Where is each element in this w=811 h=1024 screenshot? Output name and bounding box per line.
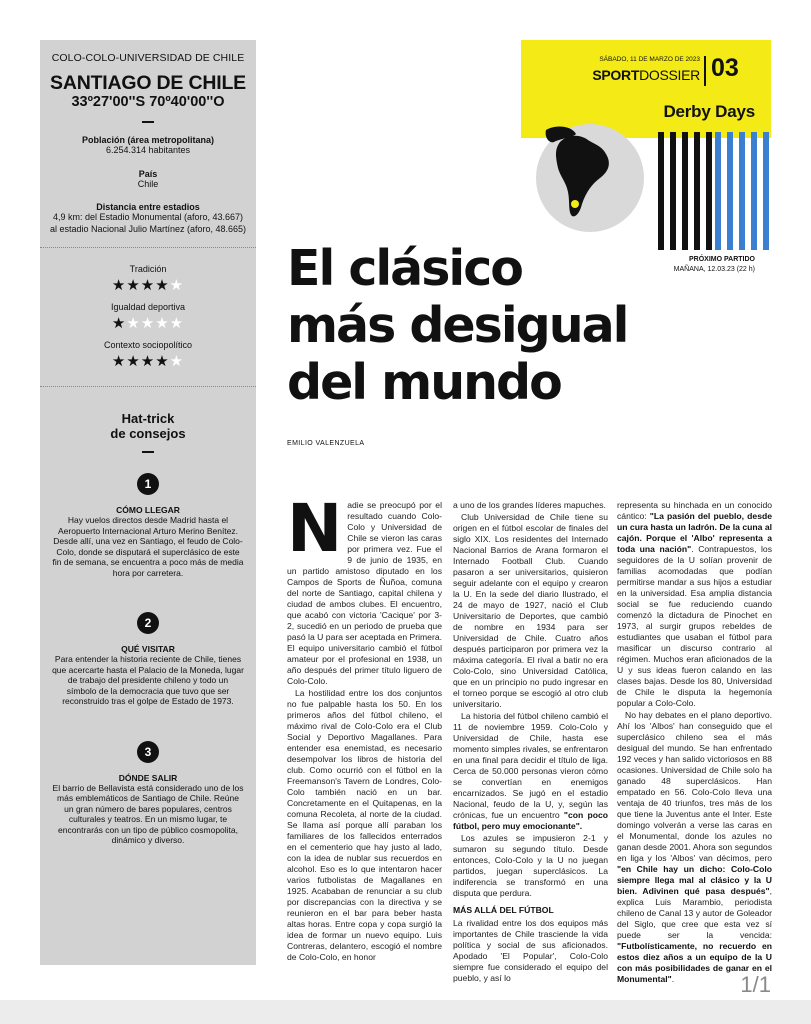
star-filled-icon: ★	[111, 315, 127, 332]
country-label: País	[138, 168, 158, 179]
star-empty-icon: ★	[140, 315, 156, 332]
star-rating-tradicion	[40, 276, 256, 296]
paragraph: adie se preocupó por el resultado cuando Colo-Colo y Universidad de Chile se vieron las caras por primera vez. Fue el 9 de junio de 1935, en un partido amistoso diputado en los Campos de Sports de Ñuñoa, comuna del norte de Santiago, capital chilena y ciudad de ambos clubes. El encuentro, que acabó con victoria 'Cacique' por 3-2, sucedió en un periodo de prueba que pasó la U para ser aceptada en Primera. El equipo universitario cambió el fútbol amateur por el profesional en 1938, un año después del primer título liguero de Colo-Colo.	[287, 500, 442, 686]
star-filled-icon: ★	[126, 353, 141, 370]
paragraph-text: , explica Luis Marambio, periodista chileno de Canal 13 y autor de Goleador del Siglo, que cree que esta vez sí puede ser la vencida:	[617, 886, 772, 940]
paragraph-text: . Contrapuestos, los seguidores de la U solían provenir de familias acomodadas que podían permitirse mandar a sus hijos a estudiar en la universidad. Esa amplia distancia social se fue reduciendo cuando comenzó la dictadura de Pinochet en 1973, al surgir grupos rebeldes de estudiantes que usaban el fútbol para masificar un discurso contrario al régimen. Muchos eran aficionados de la U y sus ideas fueron calando en las clases bajas. Desde los 80, Universidad de Chile le disputa la hegemonía popular a Colo-Colo.	[617, 544, 772, 708]
badge-divider	[704, 56, 706, 86]
paragraph: Los azules se impusieron 2-1 y sumaron su segundo título. Desde entonces, Colo-Colo y la U no juegan partidos, juegan superclásicos. La indiferencia se transformó en una disputa que perdura.	[453, 833, 608, 898]
article-column-2	[453, 500, 608, 985]
star-rating-igualdad	[40, 314, 256, 334]
population-label: Población (área metropolitana)	[81, 135, 215, 145]
star-filled-icon: ★	[140, 277, 156, 294]
tip-text: Hay vuelos directos desde Madrid hasta el Aeropuerto Internacional Arturo Merino Benítez. Desde allí, una vez en Santiago, el feudo de Colo-Colo, donde se disputará el superclásico de este fin de semana, se encuentra a poco más de media hora por carretera.	[52, 515, 244, 578]
tips-section	[40, 387, 256, 846]
paragraph-text: representa su hinchada en un conocido cántico:	[617, 500, 772, 521]
info-sidebar	[40, 40, 256, 965]
title-line-2: más desigual	[287, 297, 628, 354]
tip-title: DÓNDE SALIR	[118, 772, 178, 783]
publication-brand	[592, 67, 700, 83]
paragraph-text: No hay debates en el plano deportivo. Ahí los 'Albos' han conseguido que el superclásico chileno sea el más desigual del mundo. Se han enfrentado 192 veces y han salido victoriosos en 88 ocasiones. Universidad de Chile solo ha ganado 48 superclásicos. Han empatado en 56. Colo-Colo lleva una ventaja de 40 triunfos, tres más de los que tiene la Juventus ante el Inter. Este domingo volverán a verse las caras en el Monumental, donde los azules no ganan desde 2001. Ahora son segundos en liga y los 'Albos' van décimos, pero	[617, 710, 772, 863]
star-filled-icon: ★	[140, 353, 156, 370]
star-filled-icon: ★	[155, 277, 170, 294]
next-match-label: PRÓXIMO PARTIDO	[689, 256, 755, 263]
paragraph-text: La historia del fútbol chileno cambió el 11 de noviembre 1959. Colo-Colo y Universidad de Chile, hasta ese momento simples rivales, se enfrentaron en una final para decidir el título de liga. Cerca de 50.000 personas vieron cómo se convertían en enemigos encarnizados. Se jugó en el estadio Nacional, feudo de la U, y, según las crónicas, fue un encuentro	[453, 711, 608, 820]
tip-number-badge: 1	[137, 473, 159, 495]
star-empty-icon: ★	[126, 315, 141, 332]
brand-bold: SPORT	[592, 67, 640, 83]
distance-value-2: al estadio Nacional Julio Martínez (aforo, 48.665)	[49, 223, 247, 234]
distance-label: Distancia entre estadios	[96, 202, 200, 212]
tips-title-line-1: Hat-trick	[121, 411, 175, 426]
star-empty-icon: ★	[155, 315, 170, 332]
issue-date: SÁBADO, 11 DE MARZO DE 2023	[599, 56, 700, 63]
star-filled-icon: ★	[111, 353, 127, 370]
star-filled-icon: ★	[155, 353, 170, 370]
distance-value-1: 4,9 km: del Estadio Monumental (aforo, 43.667)	[52, 212, 244, 222]
title-line-3: del mundo	[287, 354, 561, 411]
population-value: 6.254.314 habitantes	[105, 145, 191, 155]
paragraph-text: .	[671, 974, 675, 984]
paragraph: a uno de los grandes líderes mapuches.	[453, 500, 606, 510]
rating-label-contexto: Contexto sociopolítico	[103, 340, 193, 350]
pull-quote: "con poco fútbol, pero muy emocionante".	[453, 810, 608, 831]
title-line-1: El clásico	[287, 240, 522, 297]
star-empty-icon: ★	[169, 353, 185, 370]
next-match-date: MAÑANA, 12.03.23 (22 h)	[673, 266, 755, 273]
pull-quote: "La pasión del pueblo, desde un cura hasta un ladrón. De la cuna al cajón. Porque el 'Albo' representa a toda una nación"	[617, 511, 772, 554]
pull-quote: "Futbolísticamente, no recuerdo en estos diez años a un equipo de la U con más posibilidades de ganar en el Monumental"	[617, 941, 772, 984]
tip-number-badge: 3	[137, 741, 159, 763]
tip-text: El barrio de Bellavista está considerado uno de los más emblemáticos de Santiago de Chile. Reúne un gran número de bares populares, centros culturales y teatros. En un mismo lugar, te encontrarás con un tipo de público cosmopolita, dinámico y diverso.	[52, 782, 244, 845]
article-title	[287, 240, 687, 411]
paragraph: La rivalidad entre los dos equipos más importantes de Chile trasciende la vida política y social de sus aficionados. Apodado 'El Popular', Colo-Colo siempre fue considerado el equipo del pueblo, y así lo	[453, 918, 608, 983]
dossier-number: 03	[711, 54, 739, 82]
star-empty-icon: ★	[169, 315, 185, 332]
section-name: Derby Days	[663, 102, 755, 121]
city-name: SANTIAGO DE CHILE	[50, 72, 246, 94]
city-coordinates: 33º27'00''S 70º40'00''O	[71, 94, 225, 110]
star-rating-contexto	[40, 352, 256, 372]
pull-quote: "en Chile hay un dicho: Colo-Colo siempre llega mal al clásico y la U bien. Adivinen qué pasa después"	[617, 864, 772, 896]
divider-dash	[142, 121, 154, 123]
tip-title: CÓMO LLEGAR	[116, 505, 180, 515]
ratings-section	[40, 248, 256, 386]
drop-cap: N	[287, 490, 343, 567]
star-empty-icon: ★	[169, 277, 185, 294]
brand-regular: DOSSIER	[639, 67, 700, 83]
paragraph	[453, 711, 608, 832]
derby-name: COLO-COLO-UNIVERSIDAD DE CHILE	[51, 52, 245, 64]
paragraph: Club Universidad de Chile tiene su origen en el fútbol escolar de finales del siglo XIX. Los residentes del Internado Nacional Barrios de Arana formaron el Internado Football Club. Cuando pasaron a ser universitarios, quisieron seguir adelante con el equipo y crearon la U. En la sede del diario Ilustrado, el 24 de mayo de 1927, nació el Club Universitario de Deportes, que cambió de nombre en 1934 para ser Universidad de Chile. Cuatro años después participaron por primera vez la máxima categoría. El rival a batir no era Colo-Colo, sino Universidad Católica, que en un principio no pudo ingresar en el torneo porque se escogió al otro club universitario.	[453, 512, 608, 709]
subheading: MÁS ALLÁ DEL FÚTBOL	[453, 905, 554, 915]
paragraph: La hostilidad entre los dos conjuntos no fue palpable hasta los 50. En los primeros años del fútbol chileno, el máximo rival de Colo-Colo era el Club Social y Deportivo Magallanes. Para entender esa enemistad, es necesario desempolvar los libros de historia del club. Como ocurrió con el fútbol en la Freemanson's Tavern de Londres, Colo-Colo también nació en un bar. Concretamente en el Quitapenas, en la comuna Recoleta, al norte de la ciudad. Se llama así porque allí paraban los familiares de los fallecidos enterrados en el cementerio que hay justo al lado, con la idea de nublar sus recuerdos en alcohol. Eso es lo que intentaron hacer varios futbolistas de Magallanes en 1925. Acababan de renunciar a su club por discrepancias con la directiva y se reunieron en el bar para beber hasta altas horas. Entre copa y copa surgió la idea de formar un nuevo equipo. Luis Contreras, delantero, escogió el nombre de Colo-Colo, en honor	[287, 688, 442, 962]
globe-map-icon	[532, 120, 648, 236]
tip-number-badge: 2	[137, 612, 159, 634]
rating-label-igualdad: Igualdad deportiva	[110, 302, 186, 312]
star-filled-icon: ★	[111, 277, 127, 294]
rating-label-tradicion: Tradición	[129, 264, 167, 274]
star-filled-icon: ★	[126, 277, 141, 294]
country-value: Chile	[137, 178, 159, 189]
page-counter: 1/1	[740, 972, 771, 997]
tips-title-line-2: de consejos	[110, 426, 186, 441]
team-stripes-graphic	[658, 132, 772, 250]
paragraph	[617, 710, 772, 985]
article-column-3	[617, 500, 772, 986]
article-column-1	[287, 490, 442, 964]
tip-title: QUÉ VISITAR	[121, 644, 175, 654]
paragraph	[617, 500, 772, 709]
article-author: EMILIO VALENZUELA	[287, 440, 365, 447]
tip-text: Para entender la historia reciente de Chile, tienes que acercarte hasta el Palacio de la Moneda, lugar de trabajo del presidente chileno y todo un símbolo de la democracia que tuvo que ser reconstruido tras el golpe de Estado de 1973.	[52, 654, 244, 706]
divider-dash	[142, 451, 154, 453]
